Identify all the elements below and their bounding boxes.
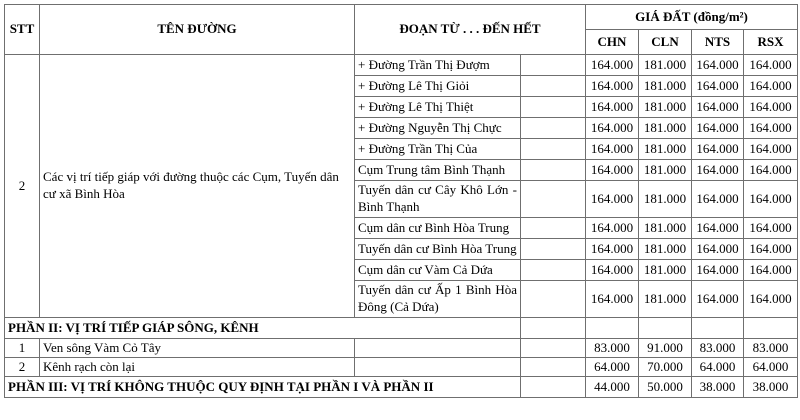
price-cell-cln: 181.000 (639, 97, 692, 118)
price-cell-nts: 164.000 (692, 281, 744, 318)
price-cell-nts: 164.000 (692, 97, 744, 118)
header-row-top (5, 5, 798, 30)
segment-cell: Cụm dân cư Vàm Cả Dứa (355, 260, 521, 281)
price-cell-rsx: 164.000 (744, 97, 798, 118)
empty-cell (355, 358, 521, 377)
price-cell-nts: 164.000 (692, 260, 744, 281)
price-cell-nts: 164.000 (692, 239, 744, 260)
price-cell-nts: 164.000 (692, 118, 744, 139)
empty-cell (521, 118, 586, 139)
price-cell-nts: 164.000 (692, 160, 744, 181)
price-cell-rsx: 164.000 (744, 239, 798, 260)
price-cell-cln: 181.000 (639, 76, 692, 97)
price-cell-rsx: 64.000 (744, 358, 798, 377)
price-cell-cln: 50.000 (639, 377, 692, 398)
section3-title: PHẦN III: VỊ TRÍ KHÔNG THUỘC QUY ĐỊNH TẠI PHẦN I VÀ PHẦN II (5, 377, 521, 398)
price-cell-rsx: 164.000 (744, 181, 798, 218)
table-row (5, 358, 798, 377)
price-cell-chn: 164.000 (586, 139, 639, 160)
price-cell-chn: 164.000 (586, 55, 639, 76)
col-header-rsx: RSX (744, 30, 798, 55)
price-cell-nts: 83.000 (692, 339, 744, 358)
area-name-cell: Các vị trí tiếp giáp với đường thuộc các Cụm, Tuyến dân cư xã Bình Hòa (40, 55, 355, 318)
land-price-table (4, 4, 798, 398)
price-cell-cln: 181.000 (639, 281, 692, 318)
table-row (5, 55, 798, 76)
segment-cell: Tuyến dân cư Bình Hòa Trung (355, 239, 521, 260)
price-cell-chn: 164.000 (586, 239, 639, 260)
location-name-cell: Ven sông Vàm Cỏ Tây (40, 339, 355, 358)
price-cell-chn: 164.000 (586, 118, 639, 139)
empty-cell (521, 339, 586, 358)
price-cell-cln: 181.000 (639, 55, 692, 76)
col-header-ten-duong: TÊN ĐƯỜNG (40, 5, 355, 55)
table-row (5, 339, 798, 358)
location-name-cell: Kênh rạch còn lại (40, 358, 355, 377)
price-cell-chn: 164.000 (586, 260, 639, 281)
price-cell-rsx: 164.000 (744, 160, 798, 181)
price-cell-nts: 164.000 (692, 139, 744, 160)
price-cell-chn: 164.000 (586, 76, 639, 97)
empty-cell (355, 339, 521, 358)
price-cell-cln: 181.000 (639, 139, 692, 160)
price-cell-rsx: 164.000 (744, 139, 798, 160)
col-header-nts: NTS (692, 30, 744, 55)
empty-cell (521, 260, 586, 281)
price-cell-rsx: 164.000 (744, 218, 798, 239)
price-cell-chn: 164.000 (586, 160, 639, 181)
price-cell-rsx: 164.000 (744, 281, 798, 318)
price-cell-nts: 164.000 (692, 181, 744, 218)
price-cell-rsx: 83.000 (744, 339, 798, 358)
price-cell-rsx: 164.000 (744, 118, 798, 139)
segment-cell: + Đường Trần Thị Của (355, 139, 521, 160)
empty-cell (521, 281, 586, 318)
section3-title-row (5, 377, 798, 398)
empty-cell (521, 218, 586, 239)
price-cell-cln: 181.000 (639, 218, 692, 239)
section2-title: PHẦN II: VỊ TRÍ TIẾP GIÁP SÔNG, KÊNH (5, 318, 521, 339)
price-cell-cln: 181.000 (639, 260, 692, 281)
col-header-stt: STT (5, 5, 40, 55)
empty-cell (521, 377, 586, 398)
col-header-chn: CHN (586, 30, 639, 55)
price-cell-chn: 164.000 (586, 218, 639, 239)
price-cell-rsx: 38.000 (744, 377, 798, 398)
price-cell-chn: 83.000 (586, 339, 639, 358)
price-cell-nts: 164.000 (692, 55, 744, 76)
segment-cell: Tuyến dân cư Ấp 1 Bình Hòa Đông (Cả Dứa) (355, 281, 521, 318)
empty-cell (521, 55, 586, 76)
col-header-cln: CLN (639, 30, 692, 55)
empty-cell (744, 318, 798, 339)
segment-cell: + Đường Nguyễn Thị Chực (355, 118, 521, 139)
stt-cell: 2 (5, 358, 40, 377)
empty-cell (521, 358, 586, 377)
price-cell-chn: 64.000 (586, 358, 639, 377)
stt-cell: 2 (5, 55, 40, 318)
segment-cell: + Đường Trần Thị Đượm (355, 55, 521, 76)
empty-cell (586, 318, 639, 339)
empty-cell (521, 76, 586, 97)
empty-cell (521, 139, 586, 160)
col-header-gia-dat: GIÁ ĐẤT (đồng/m²) (586, 5, 798, 30)
section2-title-row (5, 318, 798, 339)
price-cell-nts: 38.000 (692, 377, 744, 398)
price-cell-nts: 164.000 (692, 76, 744, 97)
stt-cell: 1 (5, 339, 40, 358)
empty-cell (639, 318, 692, 339)
empty-cell (521, 239, 586, 260)
segment-cell: + Đường Lê Thị Giỏi (355, 76, 521, 97)
segment-cell: Tuyến dân cư Cây Khô Lớn - Bình Thạnh (355, 181, 521, 218)
price-cell-cln: 181.000 (639, 239, 692, 260)
price-cell-rsx: 164.000 (744, 76, 798, 97)
empty-cell (521, 181, 586, 218)
price-cell-rsx: 164.000 (744, 55, 798, 76)
price-cell-cln: 181.000 (639, 160, 692, 181)
price-cell-cln: 91.000 (639, 339, 692, 358)
price-cell-cln: 181.000 (639, 118, 692, 139)
price-cell-chn: 164.000 (586, 281, 639, 318)
price-cell-chn: 164.000 (586, 181, 639, 218)
price-cell-chn: 44.000 (586, 377, 639, 398)
segment-cell: Cụm Trung tâm Bình Thạnh (355, 160, 521, 181)
price-cell-nts: 164.000 (692, 218, 744, 239)
price-cell-nts: 64.000 (692, 358, 744, 377)
empty-cell (521, 97, 586, 118)
segment-cell: + Đường Lê Thị Thiệt (355, 97, 521, 118)
price-cell-chn: 164.000 (586, 97, 639, 118)
price-cell-cln: 181.000 (639, 181, 692, 218)
segment-cell: Cụm dân cư Bình Hòa Trung (355, 218, 521, 239)
price-cell-cln: 70.000 (639, 358, 692, 377)
empty-cell (521, 160, 586, 181)
empty-cell (521, 318, 586, 339)
price-cell-rsx: 164.000 (744, 260, 798, 281)
empty-cell (692, 318, 744, 339)
col-header-doan-tu: ĐOẠN TỪ . . . ĐẾN HẾT (355, 5, 586, 55)
